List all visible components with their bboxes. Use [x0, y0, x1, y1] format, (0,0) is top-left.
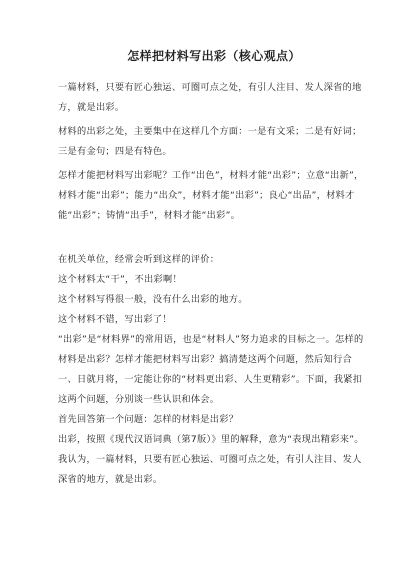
paragraph-evaluation-2: 这个材料写得很一般，没有什么出彩的地方。: [58, 294, 248, 305]
paragraph-how: 怎样才能把材料写出彩呢？工作“出色”，材料才能“出彩”；立意“出新”，材料才能“出彩”；能力“出众”，材料才能“出彩”；良心“出品”，材料才能“出彩”；铸情“出手”，材料才能“出彩”。: [58, 170, 364, 221]
paragraph-evaluation-1: 这个材料太“干”，不出彩啊！: [58, 274, 182, 285]
paragraph-aspects: 材料的出彩之处，主要集中在这样几个方面：一是有文采；二是有好词；三是有金句；四是有特色。: [58, 126, 362, 157]
paragraph-question-one: 首先回答第一个问题：怎样的材料是出彩？: [58, 414, 239, 425]
paragraph-intro: 一篇材料，只要有匠心独运、可圈可点之处，有引人注目、发人深省的地方，就是出彩。: [58, 82, 362, 113]
paragraph-definition: 出彩，按照《现代汉语词典（第7版）》里的解释，意为“表现出精彩来”。我认为，一篇材料，只要有匠心独运、可圈可点之处，有引人注目、发人深省的地方，就是出彩。: [58, 434, 364, 485]
paragraph-evaluation-intro: 在机关单位，经常会听到这样的评价：: [58, 254, 220, 265]
paragraph-goal: “出彩”是“材料界”的常用语，也是“材料人”努力追求的目标之一。怎样的材料是出彩？怎样才能把材料写出彩？搞清楚这两个问题，然后知行合一、日就月将，一定能让你的“材料更出彩、人生更精彩”。下面，我紧扣这两个问题，分別谈一些认识和体会。: [58, 334, 364, 405]
paragraph-evaluation-3: 这个材料不错，写出彩了！: [58, 314, 172, 325]
document-title: 怎样把材料写出彩（核心观点）: [127, 49, 301, 63]
